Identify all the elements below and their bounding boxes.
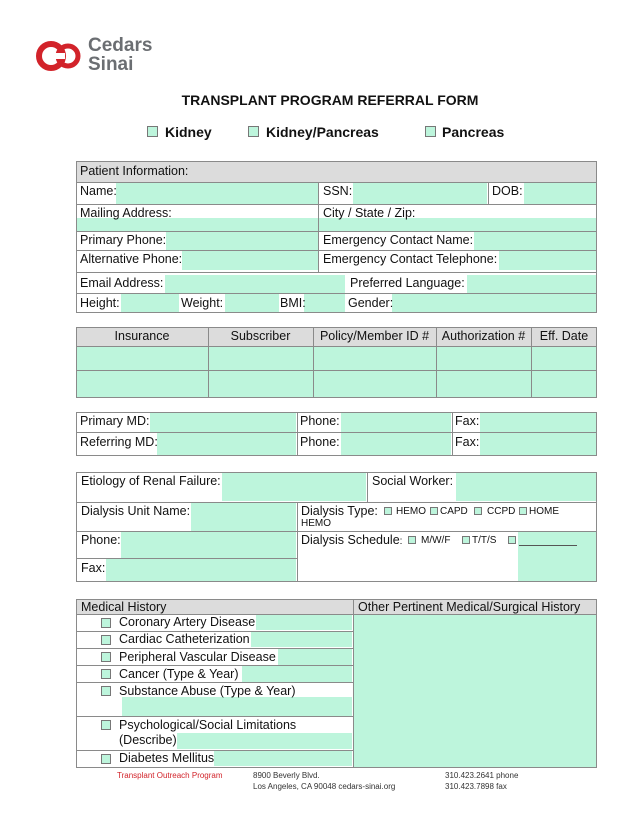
- other-schedule-underline: [519, 545, 577, 546]
- pvd-label: Peripheral Vascular Disease: [119, 650, 276, 664]
- alternative-phone-field[interactable]: [182, 251, 318, 270]
- psych-label: Psychological/Social Limitations: [119, 718, 297, 732]
- phys-col-2: [452, 412, 453, 456]
- pancreas-checkbox[interactable]: [425, 126, 436, 137]
- hist-col: [353, 599, 354, 768]
- primary-md-label: Primary MD:: [80, 414, 150, 428]
- authorization-col-header: Authorization #: [441, 329, 526, 343]
- ccpd-checkbox[interactable]: [474, 507, 482, 515]
- ins-line-1: [76, 346, 597, 347]
- hemo-checkbox[interactable]: [384, 507, 392, 515]
- pancreas-label: Pancreas: [442, 124, 505, 140]
- other-history-title: Other Pertinent Medical/Surgical History: [358, 600, 581, 614]
- mwf-checkbox[interactable]: [408, 536, 416, 544]
- footer-fax: 310.423.7898 fax: [445, 782, 507, 791]
- pi-line-4: [76, 250, 597, 251]
- pi-line-5: [76, 272, 597, 273]
- dialysis-phone-label: Phone:: [81, 533, 121, 547]
- cedars-sinai-logo-icon: [36, 38, 84, 74]
- subscriber-col-header: Subscriber: [230, 329, 291, 343]
- home-hemo-wrap-label: HEMO: [301, 518, 331, 529]
- dob-label: DOB:: [492, 184, 523, 198]
- height-label: Height:: [80, 296, 120, 310]
- phys-line: [76, 432, 597, 433]
- gender-label: Gender:: [348, 296, 394, 310]
- patient-info-title: Patient Information:: [80, 164, 189, 178]
- substance-abuse-label: Substance Abuse (Type & Year): [119, 684, 296, 698]
- renal-col-a: [367, 472, 368, 502]
- mailing-address-label: Mailing Address:: [80, 206, 172, 220]
- diabetes-checkbox[interactable]: [101, 754, 111, 764]
- eff-date-col-header: Eff. Date: [539, 329, 589, 343]
- referring-md-label: Referring MD:: [80, 435, 158, 449]
- footer-program: Transplant Outreach Program: [117, 771, 223, 780]
- dob-field[interactable]: [524, 182, 596, 204]
- weight-label: Weight:: [181, 296, 224, 310]
- emergency-contact-name-field[interactable]: [474, 231, 596, 250]
- hemo-label: HEMO: [396, 506, 426, 517]
- cardiac-cath-label: Cardiac Catheterization: [119, 632, 250, 646]
- footer-phone: 310.423.2641 phone: [445, 771, 519, 780]
- primary-md-fax-label: Fax:: [455, 414, 480, 428]
- insurance-col-header: Insurance: [114, 329, 170, 343]
- capd-label: CAPD: [440, 506, 468, 517]
- kidney-checkbox[interactable]: [147, 126, 158, 137]
- pi-line-1: [76, 182, 597, 183]
- emergency-contact-phone-label: Emergency Contact Telephone:: [323, 252, 498, 266]
- medical-history-title: Medical History: [81, 600, 167, 614]
- referring-md-phone-label: Phone:: [300, 435, 340, 449]
- home-label: HOME: [529, 506, 559, 517]
- etiology-label: Etiology of Renal Failure:: [81, 474, 221, 488]
- pi-line-2: [76, 204, 597, 205]
- dialysis-schedule-label: [301, 533, 402, 549]
- kidney-pancreas-checkbox[interactable]: [248, 126, 259, 137]
- alternative-phone-label: Alternative Phone:: [80, 252, 183, 266]
- gender-field[interactable]: [392, 294, 596, 312]
- ccpd-label: CCPD: [487, 506, 516, 517]
- psych-describe-label: (Describe): [119, 733, 177, 747]
- email-address-field[interactable]: [165, 275, 345, 293]
- logo-word-sinai: Sinai: [88, 54, 134, 75]
- dialysis-schedule-text: Dialysis Schedule: [301, 533, 400, 547]
- form-title: TRANSPLANT PROGRAM REFERRAL FORM: [181, 92, 479, 108]
- cedars-sinai-logo: [36, 36, 166, 78]
- other-schedule-checkbox[interactable]: [508, 536, 516, 544]
- cancer-label: Cancer (Type & Year): [119, 667, 239, 681]
- pi-dob-divider: [488, 182, 489, 204]
- primary-md-phone-label: Phone:: [300, 414, 340, 428]
- phys-col-1: [297, 412, 298, 456]
- diabetes-label: Diabetes Mellitus: [119, 751, 215, 765]
- kidney-label: Kidney: [165, 124, 212, 140]
- email-address-label: Email Address:: [80, 276, 164, 290]
- kidney-pancreas-label: Kidney/Pancreas: [266, 124, 379, 140]
- hist-row-4: [76, 682, 353, 683]
- name-field[interactable]: [116, 182, 318, 204]
- cad-checkbox[interactable]: [101, 618, 111, 628]
- city-state-zip-label: City / State / Zip:: [323, 206, 416, 220]
- referring-md-fax-label: Fax:: [455, 435, 480, 449]
- bmi-field[interactable]: [304, 294, 345, 312]
- psych-checkbox[interactable]: [101, 720, 111, 730]
- bmi-label: BMI:: [280, 296, 306, 310]
- substance-abuse-checkbox[interactable]: [101, 686, 111, 696]
- pi-line-6: [76, 293, 597, 294]
- renal-line-1: [76, 502, 597, 503]
- footer-address-1: 8900 Beverly Blvd.: [253, 771, 320, 780]
- emergency-contact-phone-field[interactable]: [499, 251, 596, 270]
- capd-checkbox[interactable]: [430, 507, 438, 515]
- dialysis-type-label: Dialysis Type:: [301, 504, 378, 518]
- home-hemo-checkbox[interactable]: [519, 507, 527, 515]
- policy-col-header: Policy/Member ID #: [319, 329, 430, 343]
- renal-col-b: [297, 502, 298, 582]
- name-label: Name:: [80, 184, 117, 198]
- tts-label: T/T/S: [472, 535, 497, 546]
- cancer-checkbox[interactable]: [101, 669, 111, 679]
- mwf-label: M/W/F: [421, 535, 451, 546]
- ins-line-2: [76, 370, 597, 371]
- dialysis-unit-name-label: Dialysis Unit Name:: [81, 504, 191, 518]
- primary-phone-label: Primary Phone:: [80, 233, 167, 247]
- ssn-field[interactable]: [353, 182, 487, 204]
- height-field[interactable]: [121, 294, 179, 312]
- renal-line-3: [76, 558, 297, 559]
- preferred-language-field[interactable]: [467, 275, 596, 293]
- renal-line-2: [76, 531, 597, 532]
- cad-label: Coronary Artery Disease: [119, 615, 256, 629]
- footer-address-2: Los Angeles, CA 90048 cedars-sinai.org: [253, 782, 396, 791]
- pi-line-3: [76, 231, 597, 232]
- pvd-checkbox[interactable]: [101, 652, 111, 662]
- dialysis-schedule-colon: :: [399, 536, 403, 547]
- pi-divider: [318, 182, 319, 272]
- hist-row-6: [76, 750, 353, 751]
- dialysis-fax-label: Fax:: [81, 561, 106, 575]
- hist-row-3: [76, 665, 353, 666]
- tts-checkbox[interactable]: [462, 536, 470, 544]
- hist-row-5: [76, 716, 353, 717]
- preferred-language-label: Preferred Language:: [350, 276, 465, 290]
- emergency-contact-name-label: Emergency Contact Name:: [323, 233, 474, 247]
- primary-phone-field[interactable]: [166, 231, 318, 250]
- logo-word-cedars: Cedars: [88, 35, 153, 56]
- cardiac-cath-checkbox[interactable]: [101, 635, 111, 645]
- weight-field[interactable]: [225, 294, 279, 312]
- ssn-label: SSN:: [323, 184, 353, 198]
- social-worker-label: Social Worker:: [372, 474, 454, 488]
- hist-row-2: [76, 648, 353, 649]
